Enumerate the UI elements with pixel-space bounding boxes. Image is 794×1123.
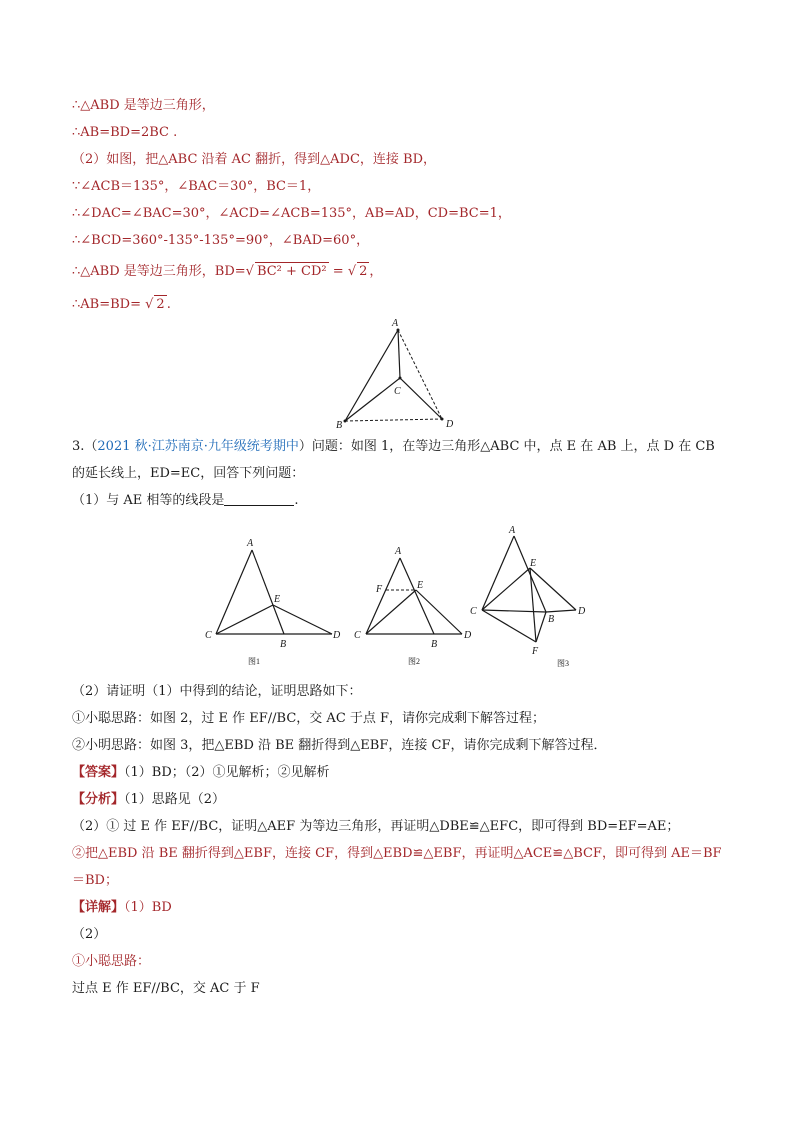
- question-3-stem: 3.（2021 秋·江苏南京·九年级统考期中）问题：如图 1，在等边三角形△ABC 中，点 E 在 AB 上，点 D 在 CB: [72, 439, 715, 454]
- fig2-label-e: E: [417, 580, 424, 591]
- fig1-label-e: E: [274, 594, 281, 605]
- fig3-label-b: B: [548, 614, 555, 625]
- point-label-a: A: [392, 318, 399, 329]
- fig1-label-d: D: [333, 630, 341, 641]
- fig3-label-d: D: [578, 606, 586, 617]
- detail-line: （2）: [72, 927, 107, 942]
- fig3-label-f: F: [532, 646, 539, 657]
- analysis-line: （2）① 过 E 作 EF//BC，证明△AEF 为等边三角形，再证明△DBE≌△EFC，即可得到 BD=EF=AE；: [72, 819, 680, 834]
- detail-line: 过点 E 作 EF//BC，交 AC 于 F: [72, 981, 260, 996]
- question-source: 2021 秋·江苏南京·九年级统考期中: [97, 439, 299, 454]
- fig1-label-b: B: [280, 639, 287, 650]
- fig2-label-b: B: [431, 639, 438, 650]
- fig2-label-c: C: [354, 630, 361, 641]
- analysis-line: 【分析】（1）思路见（2）: [72, 792, 226, 807]
- sqrt-expression: 2: [359, 264, 368, 279]
- triangle-figure-abdc: [330, 316, 460, 431]
- analysis-line: ＝BD；: [72, 873, 118, 888]
- question-3-part1: （1）与 AE 相等的线段是 .: [72, 493, 299, 508]
- solution-line: ∴△ABD 是等边三角形，BD=√ BC² + CD² = √ 2 ，: [72, 264, 383, 279]
- fig3-label-c: C: [470, 606, 477, 617]
- point-label-b: B: [336, 420, 343, 431]
- fig1-caption: 图1: [248, 657, 260, 666]
- solution-line: ∴AB=BD= √ 2 .: [72, 297, 171, 312]
- fig3-caption: 图3: [557, 659, 569, 668]
- fig3-label-e: E: [530, 558, 537, 569]
- solution-line: ∴△ABD 是等边三角形，: [72, 98, 215, 113]
- solution-line: ∴∠DAC=∠BAC=30°，∠ACD=∠ACB=135°，AB=AD，CD=BC=1，: [72, 206, 511, 221]
- fig2-label-a: A: [395, 546, 402, 557]
- question-3-stem-cont: 的延长线上，ED=EC，回答下列问题：: [72, 466, 305, 481]
- solution-line: ∵∠ACB＝135°，∠BAC＝30°，BC＝1，: [72, 179, 321, 194]
- figure-1: [200, 530, 350, 670]
- fig1-label-c: C: [205, 630, 212, 641]
- answer-tag: 【答案】: [72, 765, 125, 780]
- detail-tag: 【详解】: [72, 900, 125, 915]
- answer-blank: [224, 493, 294, 506]
- solution-line: ∴∠BCD=360°-135°-135°=90°，∠BAD=60°，: [72, 233, 370, 248]
- question-3-part2-hint1: ①小聪思路：如图 2，过 E 作 EF//BC，交 AC 于点 F，请你完成剩下解答过程；: [72, 711, 546, 726]
- point-label-d: D: [446, 419, 454, 430]
- fig1-label-a: A: [247, 538, 254, 549]
- question-3-part2: （2）请证明（1）中得到的结论，证明思路如下：: [72, 684, 362, 699]
- solution-line: ∴AB=BD=2BC .: [72, 125, 178, 140]
- detail-line: ①小聪思路：: [72, 954, 151, 969]
- detail-line: 【详解】（1）BD: [72, 900, 172, 915]
- fig2-label-d: D: [464, 630, 472, 641]
- analysis-tag: 【分析】: [72, 792, 125, 807]
- question-3-part2-hint2: ②小明思路：如图 3，把△EBD 沿 BE 翻折得到△EBF，连接 CF，请你完成剩下解答过程．: [72, 738, 607, 753]
- answer-line: 【答案】（1）BD；（2）①见解析；②见解析: [72, 765, 330, 780]
- fig2-label-f: F: [376, 584, 383, 595]
- analysis-line: ②把△EBD 沿 BE 翻折得到△EBF，连接 CF，得到△EBD≌△EBF，再证明△ACE≌△BCF，即可得到 AE＝BF: [72, 846, 722, 861]
- fig3-label-a: A: [509, 525, 516, 536]
- figure-3: [462, 522, 597, 672]
- sqrt-expression: BC² + CD²: [256, 264, 327, 279]
- solution-line: （2）如图，把△ABC 沿着 AC 翻折，得到△ADC，连接 BD，: [72, 152, 436, 167]
- point-label-c: C: [394, 386, 401, 397]
- fig2-caption: 图2: [408, 657, 420, 666]
- sqrt-expression: 2: [156, 297, 165, 312]
